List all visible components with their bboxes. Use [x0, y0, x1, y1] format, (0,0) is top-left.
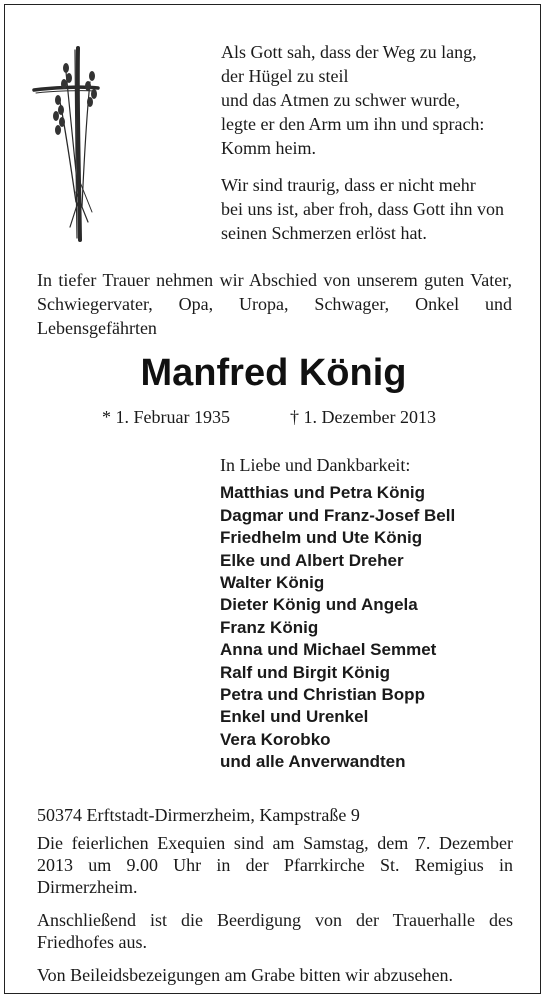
mourner-name: Franz König — [220, 617, 319, 637]
burial-info: Anschließend ist die Beerdigung von der Trauerhalle des Friedhofes aus. — [37, 910, 513, 952]
death-date: † 1. Dezember 2013 — [290, 407, 436, 427]
mourner-name: Ralf und Birgit König — [220, 662, 390, 682]
intro-text: In tiefer Trauer nehmen wir Abschied von unserem guten Vater, Schwiegervater, Opa, Uropa, Schwager, Onkel und Lebensgefährten — [37, 270, 512, 338]
mourner-name: Vera Korobko — [220, 729, 331, 749]
mourner-name: Dagmar und Franz-Josef Bell — [220, 505, 456, 525]
service-info: Die feierlichen Exequien sind am Samstag, dem 7. Dezember 2013 um 9.00 Uhr in der Pfarrkirche St. Remigius in Dirmerzheim. — [37, 833, 513, 897]
birth-date: * 1. Februar 1935 — [102, 407, 230, 427]
mourner-name: Dieter König und Angela — [220, 595, 418, 615]
poem — [221, 40, 521, 258]
mourner-name: Enkel und Urenkel — [220, 707, 369, 727]
poem-stanza: Als Gott sah, dass der Weg zu lang, der Hügel zu steil und das Atmen zu schwer wurde, legte er den Arm um ihn und sprach: Komm heim. — [221, 42, 485, 158]
mourner-name: Walter König — [220, 573, 325, 593]
mourner-name: Elke und Albert Dreher — [220, 550, 404, 570]
mourner-name: Anna und Michael Semmet — [220, 640, 437, 660]
condolence-request: Von Beileidsbezeigungen am Grabe bitten wir abzusehen. — [37, 965, 454, 985]
mourner-name: und alle Anverwandten — [220, 752, 406, 772]
mourner-name: Friedhelm und Ute König — [220, 528, 423, 548]
poem-stanza: Wir sind traurig, dass er nicht mehr bei uns ist, aber froh, dass Gott ihn von seinen Schmerzen erlöst hat. — [221, 175, 504, 243]
deceased-name: Manfred König — [140, 352, 407, 394]
mourner-name: Petra und Christian Bopp — [220, 685, 425, 705]
cross-with-wheat-icon — [30, 42, 100, 247]
footer-notes — [37, 832, 513, 997]
address: 50374 Erftstadt-Dirmerzheim, Kampstraße 9 — [37, 805, 360, 825]
mourner-name: Matthias und Petra König — [220, 483, 425, 503]
mourners-heading: In Liebe und Dankbarkeit: — [220, 455, 411, 475]
mourners-list — [220, 454, 455, 774]
